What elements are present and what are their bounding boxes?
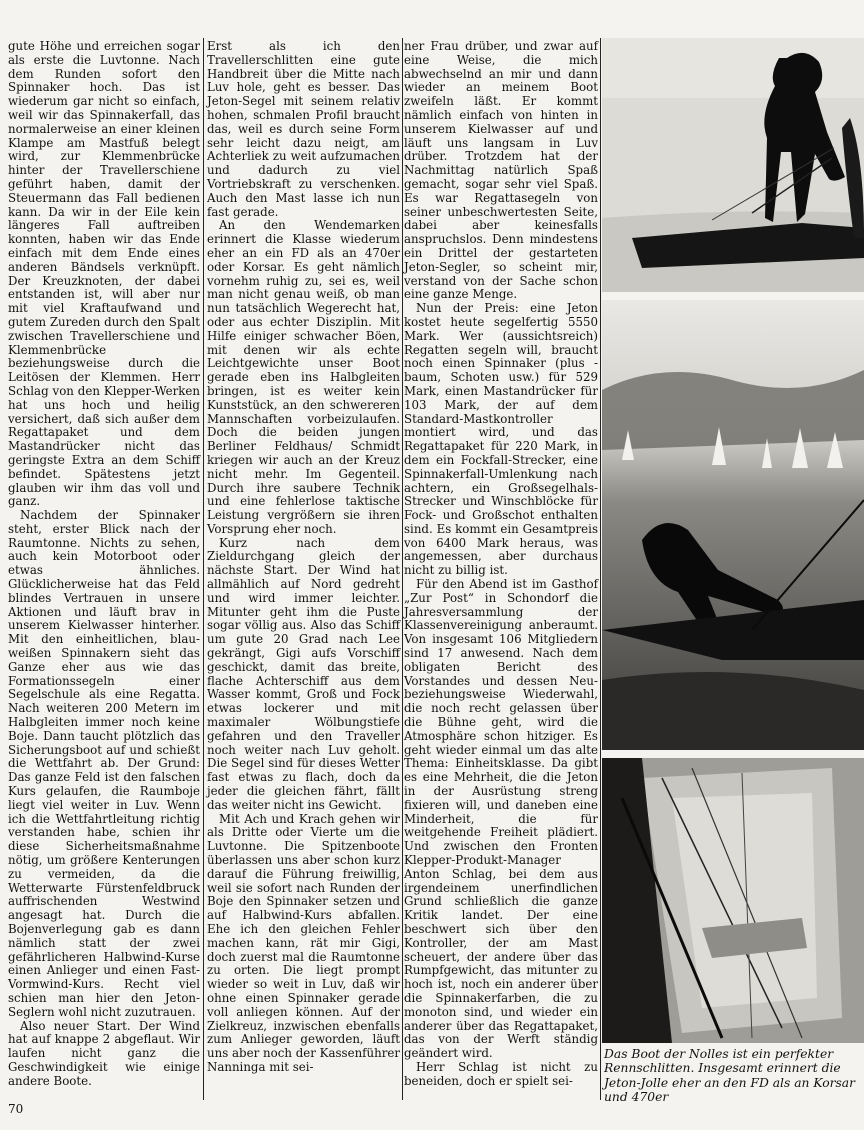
column-rule — [600, 38, 601, 1100]
photo-boat-cockpit — [602, 758, 864, 1043]
column-rule — [203, 38, 204, 1100]
text-column-2 — [207, 40, 400, 1075]
column-rule — [402, 38, 403, 1100]
paragraph: Also neuer Start. Der Wind hat auf knappe 2 abgeflaut. Wir laufen nicht ganz die Geschwindigkeit wie einige andere Boote. — [8, 1018, 200, 1088]
paragraph: Für den Abend ist im Gasthof „Zur Post“ in Schondorf die Jahresversammlung der Klassenvereinigung anberaumt. Von insgesamt 106 Mitgliedern sind 17 anwesend. Nach dem obligaten Bericht des Vorstandes und dessen Neu- beziehungsweise Wiederwahl, die noch recht gelassen über die Bühne geht, wird die Atmosphäre schon hitziger. Es geht wieder einmal um das alte Thema: Einheitsklasse. Da gibt es eine Mehrheit, die die Jeton in der Ausrüstung streng fixieren will, und daneben eine Minderheit, die für weitgehende Freiheit plädiert. Und zwischen den Fronten Klepper-Produkt-Manager Anton Schlag, bei dem aus irgendeinem unerfindlichen Grund schließlich die ganze Kritik landet. Der eine beschwert sich über den Kontroller, der am Mast scheuert, der andere über das Rumpfgewicht, das mitunter zu hoch ist, noch ein anderer über die Spinnakerfarben, die zu monoton sind, und wieder ein anderer über das Regattapaket, das von der Werft ständig geändert wird. — [404, 577, 598, 1061]
page-number: 70 — [8, 1102, 24, 1116]
paragraph: gute Höhe und erreichen sogar als erste die Luvtonne. Nach dem Runden sofort den Spinnaker hoch. Das ist wiederum gar nicht so einfach, weil wir das Spinnakerfall, das normalerweise an einer kleinen Klampe am Mastfuß belegt wird, zur Klemmenbrücke hinter der Travellerschiene geführt haben, damit der Steuermann das Fall bedienen kann. Da wir in der Eile kein längeres Fall auftreiben konnten, haben wir das Ende einfach mit dem Ende eines anderen Bändsels verknüpft. Der Kreuzknoten, der dabei entstanden ist, will aber nur mit viel Kraftaufwand und gutem Zureden durch den Spalt zwischen Travellerschiene und Klemmenbrücke beziehungsweise durch die Leitösen der Klemmen. Herr Schlag von den Klepper-Werken hat uns hoch und heilig versichert, daß sich außer dem Regattapaket und dem Mastandrücker nicht das geringste Extra an dem Schiff befindet. Spätestens jetzt glauben wir ihm das voll und ganz. — [8, 39, 200, 509]
paragraph: Mit Ach und Krach gehen wir als Dritte oder Vierte um die Luvtonne. Die Spitzenboote überlassen uns aber schon kurz darauf die Führung freiwillig, weil sie sofort nach Runden der Boje den Spinnaker setzen und auf Halbwind-Kurs abfallen. Ehe ich den gleichen Fehler machen kann, rät mir Gigi, doch zuerst mal die Raumtonne zu orten. Die liegt prompt wieder so weit in Luv, daß wir ohne einen Spinnaker gerade voll anliegen können. Auf der Zielkreuz, inzwischen ebenfalls zum Anlieger geworden, läuft uns aber noch der Kassenführer Nanninga mit sei- — [207, 811, 400, 1074]
paragraph: Nun der Preis: eine Jeton kostet heute segelfertig 5550 Mark. Wer (aussichtsreich) Regatten segeln will, braucht noch einen Spinnaker (plus -baum, Schoten usw.) für 529 Mark, einen Mastandrücker für 103 Mark, der auf dem Standard-Mastkontroller montiert wird, und das Regattapaket für 220 Mark, in dem ein Fockfall-Strecker, eine Spinnakerfall-Umlenkung nach achtern, ein Großsegelhals-Strecker und Winschblöcke für Fock- und Großschot enthalten sind. Es kommt ein Gesamtpreis von 6400 Mark heraus, was angemessen, aber durchaus nicht zu billig ist. — [404, 301, 598, 578]
text-column-3 — [404, 40, 598, 1089]
paragraph: Herr Schlag ist nicht zu beneiden, doch er spielt sei- — [404, 1059, 598, 1088]
text-column-1 — [8, 40, 200, 1089]
photo-sailor-standing — [602, 38, 864, 292]
paragraph: ner Frau drüber, und zwar auf eine Weise, die mich abwechselnd an mir und dann wieder an meinem Boot zweifeln läßt. Er kommt nämlich einfach von hinten in unserem Kielwasser auf und läuft uns langsam in Luv drüber. Trotzdem hat der Nachmittag natürlich Spaß gemacht, sogar sehr viel Spaß. Es war Regattasegeln von seiner unbeschwertesten Seite, dabei aber keinesfalls anspruchslos. Denn mindestens ein Drittel der gestarteten Jeton-Segler, so scheint mir, verstand von der Sache schon eine ganze Menge. — [404, 39, 598, 302]
paragraph: Erst als ich den Travellerschlitten eine gute Handbreit über die Mitte nach Luv hole, geht es besser. Das Jeton-Segel mit seinem relativ hohen, schmalen Profil braucht das, weil es durch seine Form sehr leicht dazu neigt, am Achterliek zu weit aufzumachen und dadurch zu viel Vortriebskraft zu verschenken. Auch den Mast lasse ich nun fast gerade. — [207, 39, 400, 219]
photo-sailing-fleet — [602, 300, 864, 750]
photo-caption: Das Boot der Nolles ist ein perfekter Rennschlitten. Insgesamt erinnert die Jeton-Jolle eher an den FD als an Korsar und 470er — [604, 1047, 856, 1104]
paragraph: Kurz nach dem Zieldurchgang gleich der nächste Start. Der Wind hat allmählich auf Nord gedreht und wird immer leichter. Mitunter geht ihm die Puste sogar völlig aus. Also das Schiff um gute 20 Grad nach Lee gekrängt, Gigi aufs Vorschiff geschickt, damit das breite, flache Achterschiff aus dem Wasser kommt, Groß und Fock etwas lockerer und mit maximaler Wölbungstiefe gefahren und den Traveller noch weiter nach Luv geholt. Die Segel sind für dieses Wetter fast etwas zu flach, doch da jeder die gleichen fährt, fällt das weiter nicht ins Gewicht. — [207, 535, 400, 812]
paragraph: Nachdem der Spinnaker steht, erster Blick nach der Raumtonne. Nichts zu sehen, auch kein Motorboot oder etwas ähnliches. Glücklicherweise hat das Feld blindes Vertrauen in unsere Aktionen und läuft brav in unserem Kielwasser hinterher. Mit den einheitlichen, blau-weißen Spinnakern sieht das Ganze eher aus wie das Formationssegeln einer Segelschule als eine Regatta. Nach weiteren 200 Metern im Halbgleiten immer noch keine Boje. Dann taucht plötzlich das Sicherungsboot auf und schießt die Wettfahrt ab. Der Grund: Das ganze Feld ist den falschen Kurs gelaufen, die Raumboje liegt viel weiter in Luv. Wenn ich die Wettfahrtleitung richtig verstanden habe, schien ihr diese Sicherheitsmaßnahme nötig, um größere Kenterungen zu vermeiden, da die Wetterwarte Fürstenfeldbruck auffrischenden Westwind angesagt hat. Durch die Bojenverlegung gab es dann nämlich statt der zwei gefährlicheren Halbwind-Kurse einen Anlieger und einen Fast-Vormwind-Kurs. Recht viel schien man hier den Jeton-Seglern wohl nicht zuzutrauen. — [8, 508, 200, 1019]
paragraph: An den Wendemarken erinnert die Klasse wiederum eher an ein FD als an 470er oder Korsar. Es geht nämlich vornehm ruhig zu, sei es, weil man nicht genau weiß, ob man nun tatsächlich Wegerecht hat, oder aus echter Disziplin. Mit Hilfe einiger schwacher Böen, mit denen wir als echte Leichtgewichte unser Boot gerade eben ins Halbgleiten bringen, ist es weiter kein Kunststück, an den schwereren Mannschaften vorbeizulaufen. Doch die beiden jungen Berliner Feldhaus/ Schmidt kriegen wir auch an der Kreuz nicht mehr. Im Gegenteil. Durch ihre saubere Technik und eine fehlerlose taktische Leistung vergrößern sie ihren Vorsprung eher noch. — [207, 218, 400, 536]
